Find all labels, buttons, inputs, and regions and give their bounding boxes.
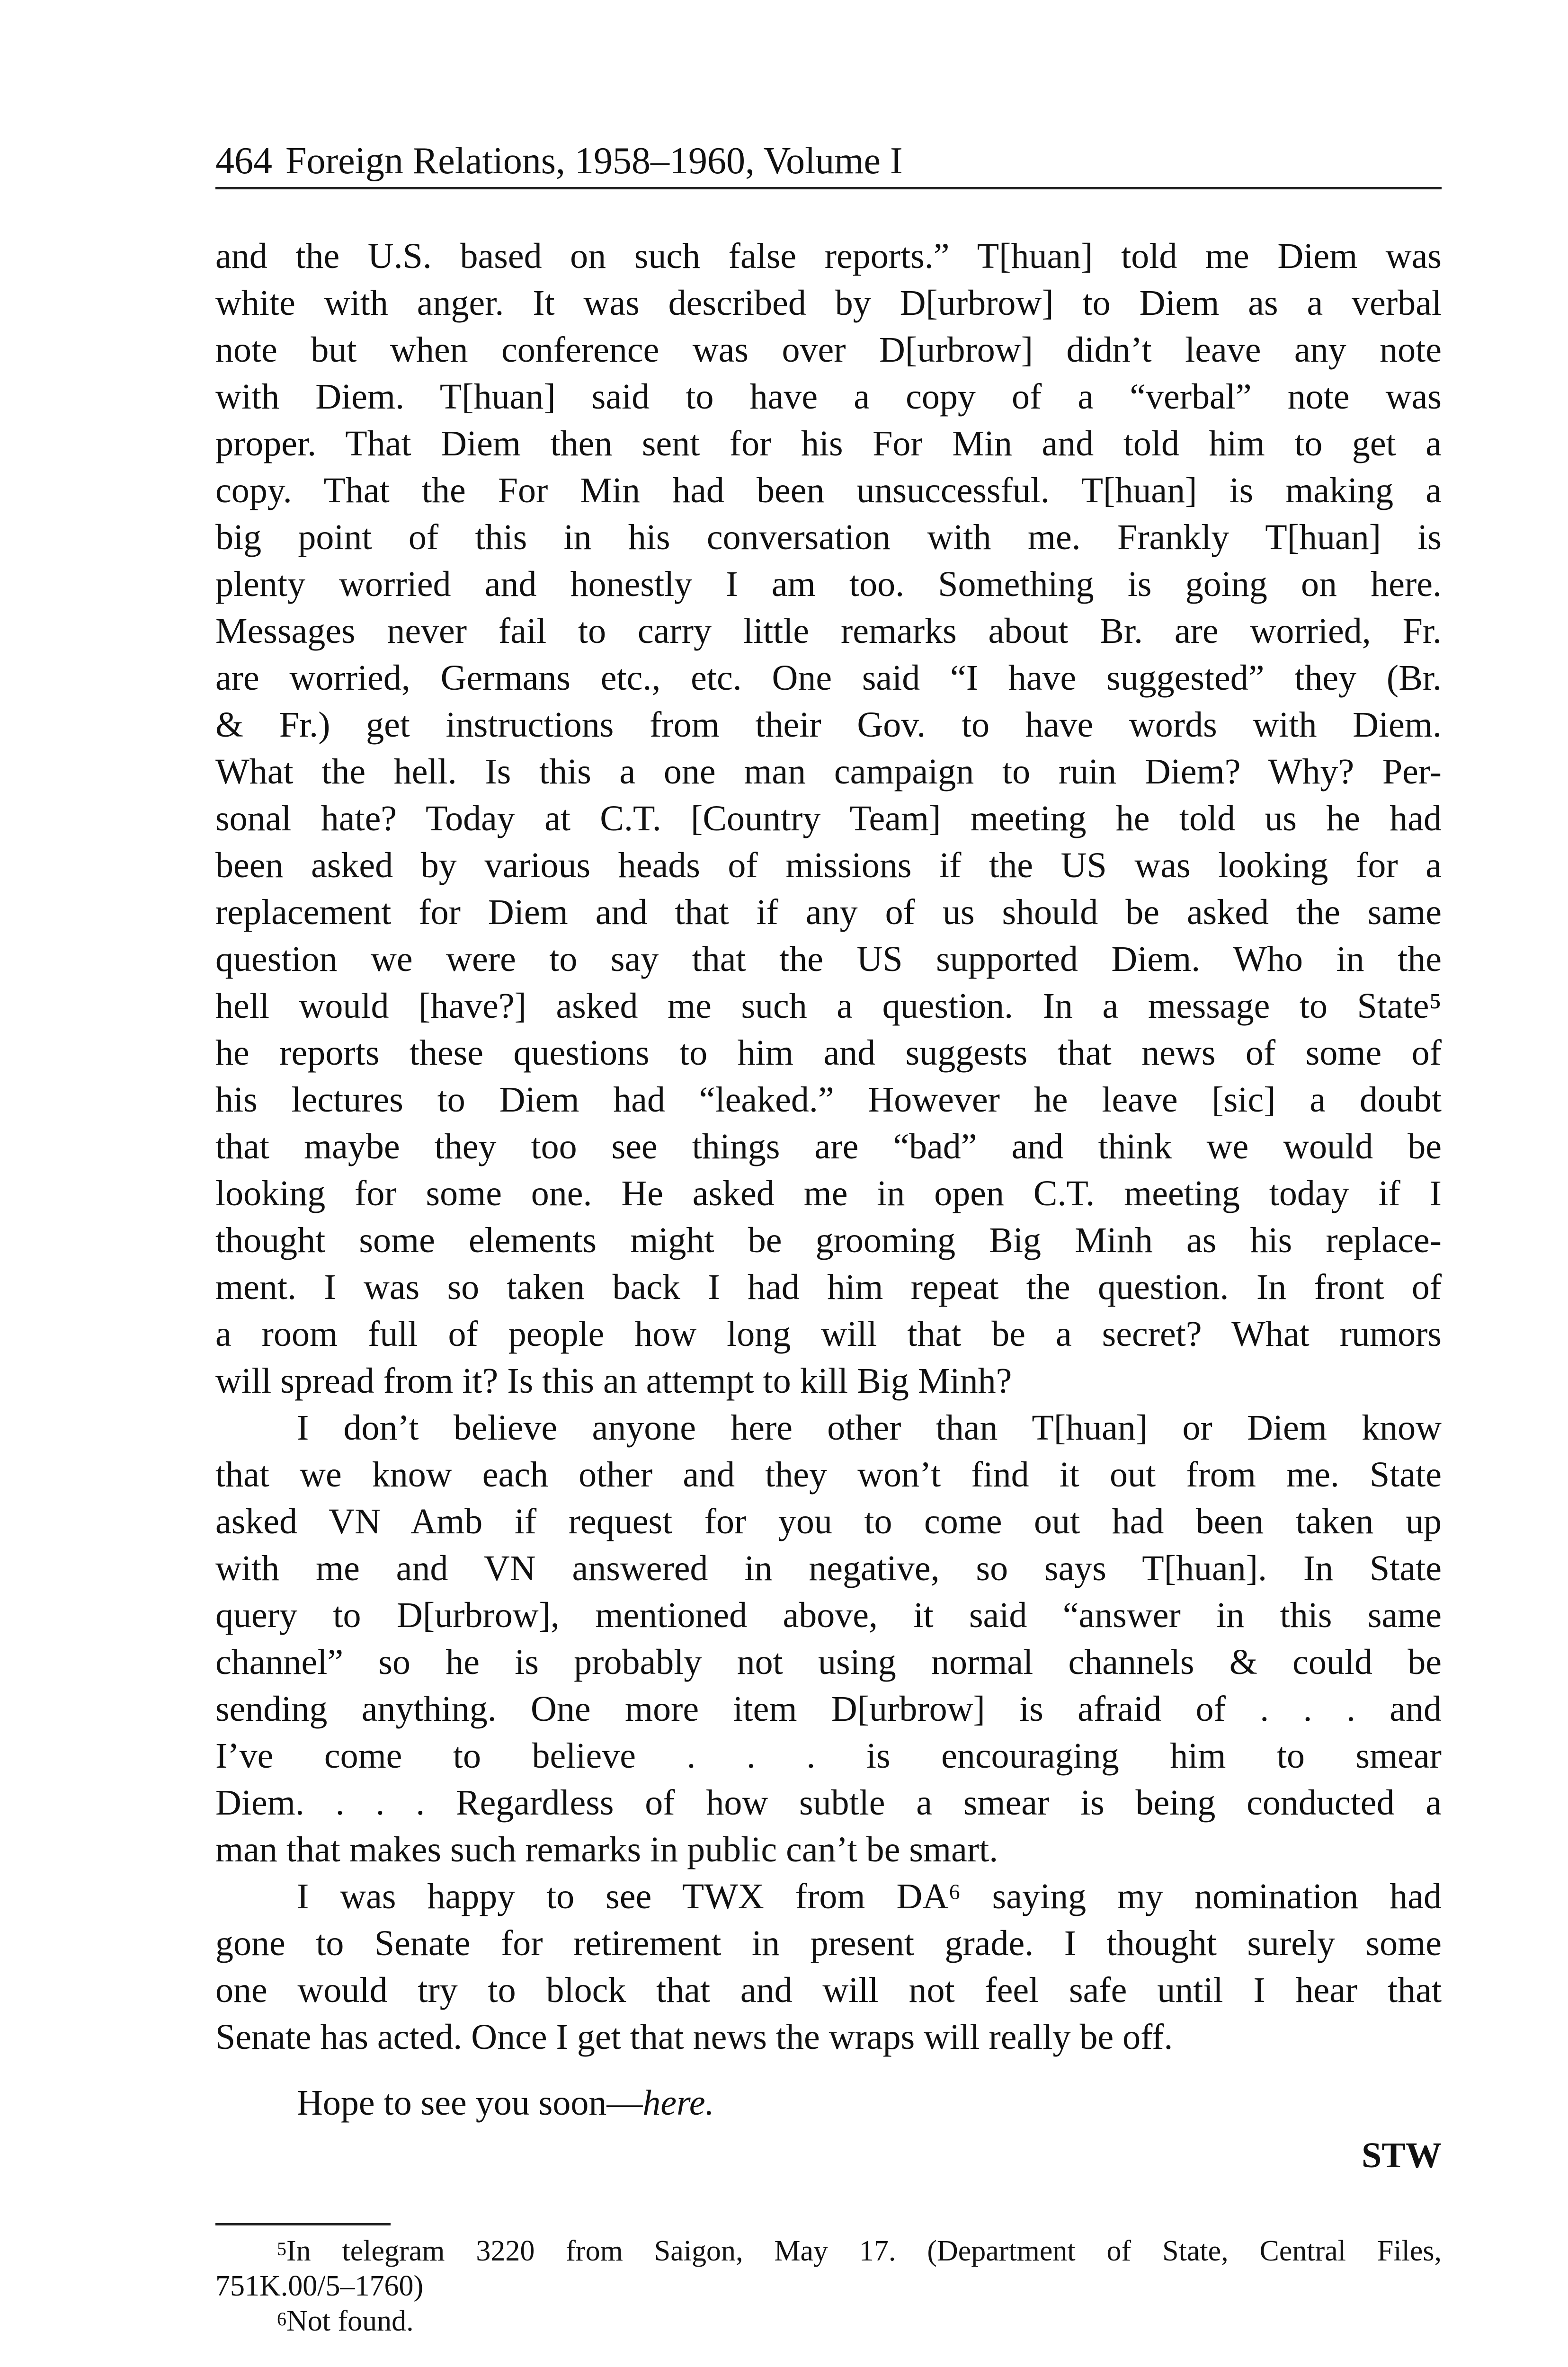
paragraph-1-line-3: note but when conference was over D[urbrow] didn’t leave any note [215, 330, 1442, 370]
paragraph-1-line-9: Messages never fail to carry little remarks about Br. are worried, Fr. [215, 611, 1442, 651]
letter-body [215, 233, 1442, 2179]
paragraph-1-line-17: hell would [have?] asked me such a question. In a message to State⁵ [215, 986, 1442, 1026]
paragraph-2-line-10: man that makes such remarks in public can’t be smart. [215, 1830, 998, 1869]
paragraph-2-line-6: channel” so he is probably not using normal channels & could be [215, 1642, 1442, 1682]
paragraph-1-line-16: question we were to say that the US supported Diem. Who in the [215, 939, 1442, 979]
paragraph-1-line-19: his lectures to Diem had “leaked.” However he leave [sic] a doubt [215, 1080, 1442, 1120]
paragraph-1-line-6: copy. That the For Min had been unsuccessful. T[huan] is making a [215, 471, 1442, 510]
paragraph-1-line-7: big point of this in his conversation with me. Frankly T[huan] is [215, 517, 1442, 557]
paragraph-3-line-4: Senate has acted. Once I get that news the wraps will really be off. [215, 2017, 1173, 2057]
paragraph-1-line-5: proper. That Diem then sent for his For Min and told him to get a [215, 424, 1442, 463]
closing-line [215, 2080, 1442, 2127]
paragraph-1-line-1: and the U.S. based on such false reports.” T[huan] told me Diem was [215, 236, 1442, 276]
paragraph-2-line-8: I’ve come to believe . . . is encouraging him to smear [215, 1736, 1442, 1776]
paragraph-1-line-18: he reports these questions to him and suggests that news of some of [215, 1033, 1442, 1073]
paragraph-1-line-14: been asked by various heads of missions if the US was looking for a [215, 845, 1442, 885]
paragraph-2-line-3: asked VN Amb if request for you to come out had been taken up [215, 1502, 1442, 1541]
paragraph-1-line-12: What the hell. Is this a one man campaign to ruin Diem? Why? Per- [215, 752, 1442, 792]
paragraph-2-line-1: I don’t believe anyone here other than T[huan] or Diem know [297, 1408, 1442, 1448]
paragraph-1-line-11: & Fr.) get instructions from their Gov. to have words with Diem. [215, 705, 1442, 745]
header-rule [215, 187, 1442, 189]
paragraphs [215, 233, 1442, 2061]
closing-emphasis: here. [642, 2083, 714, 2123]
paragraph-3-line-1: I was happy to see TWX from DA⁶ saying my nomination had [297, 1877, 1442, 1916]
footnote-marker: 6 [277, 2308, 286, 2330]
paragraph-1-line-24: a room full of people how long will that be a secret? What rumors [215, 1314, 1442, 1354]
paragraph-2-line-4: with me and VN answered in negative, so says T[huan]. In State [215, 1548, 1442, 1588]
paragraph-1-line-23: ment. I was so taken back I had him repeat the question. In front of [215, 1267, 1442, 1307]
footnote-marker: 5 [277, 2238, 286, 2260]
paragraph-1-line-2: white with anger. It was described by D[urbrow] to Diem as a verbal [215, 283, 1442, 323]
paragraph-1-line-21: looking for some one. He asked me in open C.T. meeting today if I [215, 1174, 1442, 1213]
paragraph-1-line-10: are worried, Germans etc., etc. One said “I have suggested” they (Br. [215, 658, 1442, 698]
footnote-rule [215, 2223, 391, 2225]
footnote-6-line-1: $^6$Not found. [277, 2305, 414, 2337]
paragraph-2-line-2: that we know each other and they won’t find it out from me. State [215, 1455, 1442, 1495]
footnote-5-line-2: 751K.00/5–1760) [215, 2270, 424, 2302]
page-number: 464 [215, 140, 272, 182]
paragraph-1-line-22: thought some elements might be grooming Big Minh as his replace- [215, 1220, 1442, 1260]
paragraph-1-line-4: with Diem. T[huan] said to have a copy of a “verbal” note was [215, 377, 1442, 417]
paragraph-1-line-25: will spread from it? Is this an attempt to kill Big Minh? [215, 1361, 1012, 1401]
paragraph-2-line-5: query to D[urbrow], mentioned above, it said “answer in this same [215, 1595, 1442, 1635]
paragraph-3-line-2: gone to Senate for retirement in present grade. I thought surely some [215, 1923, 1442, 1963]
footnotes [215, 2234, 1442, 2339]
running-head [215, 135, 1442, 187]
paragraph-1-line-8: plenty worried and honestly I am too. Something is going on here. [215, 564, 1442, 604]
spacer [215, 2061, 1442, 2080]
paragraph-2-line-7: sending anything. One more item D[urbrow] is afraid of . . . and [215, 1689, 1442, 1729]
paragraph-2-line-9: Diem. . . . Regardless of how subtle a smear is being conducted a [215, 1783, 1442, 1823]
paragraph-3-line-3: one would try to block that and will not feel safe until I hear that [215, 1970, 1442, 2010]
closing-text: Hope to see you soon— [297, 2083, 643, 2123]
paragraph-1-line-15: replacement for Diem and that if any of us should be asked the same [215, 892, 1442, 932]
paragraph-1-line-20: that maybe they too see things are “bad” and think we would be [215, 1127, 1442, 1166]
running-title: Foreign Relations, 1958–1960, Volume I [285, 140, 903, 182]
paragraph-1-line-13: sonal hate? Today at C.T. [Country Team] meeting he told us he had [215, 799, 1442, 838]
signature: STW [1362, 2136, 1442, 2175]
footnote-5-line-1: $^5$In telegram 3220 from Saigon, May 17. (Department of State, Central Files, [277, 2235, 1442, 2267]
